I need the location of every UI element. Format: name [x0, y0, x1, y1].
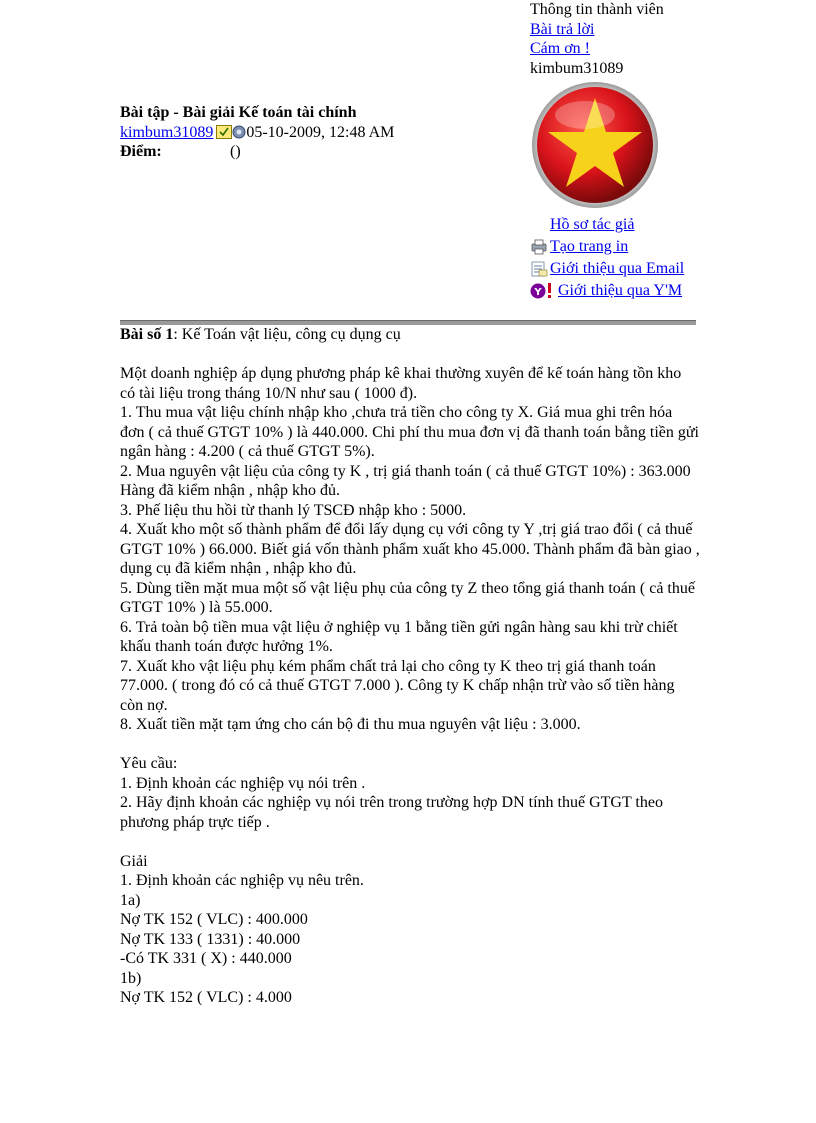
- list-item: 7. Xuất kho vật liệu phụ kém phẩm chất trả lại cho công ty K theo trị giá thanh toán 77.000. ( trong đó có cả thuế GTGT 7.000 ). Công ty K chấp nhận trừ vào số tiền hàng còn nợ.: [120, 657, 675, 714]
- solution-line: 1a): [120, 891, 141, 909]
- requirements-label: Yêu cầu:: [120, 755, 178, 772]
- post-content: [120, 325, 700, 1008]
- list-item: 2. Mua nguyên vật liệu của công ty K , trị giá thanh toán ( cả thuế GTGT 10%) : 363.000 Hàng đã kiểm nhận , nhập kho đủ.: [120, 462, 691, 499]
- member-info-label: Thông tin thành viên: [530, 1, 664, 18]
- post-meta: [120, 123, 520, 143]
- reply-link[interactable]: Bài trả lời: [530, 20, 595, 38]
- score-label: Điểm:: [120, 143, 162, 160]
- svg-text:Y: Y: [534, 287, 542, 298]
- exercise-heading: [120, 325, 700, 345]
- user-card-icon[interactable]: [216, 125, 232, 139]
- exercise-intro: Một doanh nghiệp áp dụng phương pháp kê khai thường xuyên để kế toán hàng tồn kho có tài liệu trong tháng 10/N như sau ( 1000 đ).: [120, 365, 682, 402]
- list-item: 8. Xuất tiền mặt tạm ứng cho cán bộ đi thu mua nguyên vật liệu : 3.000.: [120, 716, 581, 733]
- author-link[interactable]: kimbum31089: [120, 123, 214, 141]
- post-title: Bài tập - Bài giải Kế toán tài chính: [120, 104, 357, 121]
- print-link-row: [530, 236, 810, 258]
- email-icon: [530, 260, 548, 278]
- solution-line: Nợ TK 152 ( VLC) : 400.000: [120, 911, 308, 928]
- solution-line: Nợ TK 133 ( 1331) : 40.000: [120, 930, 301, 948]
- post-header: [120, 103, 520, 162]
- print-page-link[interactable]: Tạo trang in: [550, 238, 629, 255]
- profile-links: [530, 214, 810, 302]
- post-date: 05-10-2009, 12:48 AM: [246, 123, 395, 141]
- member-username: kimbum31089: [530, 59, 624, 77]
- avatar: [530, 80, 660, 210]
- printer-icon: [530, 238, 548, 256]
- score-row: [120, 142, 520, 162]
- list-item: 6. Trả toàn bộ tiền mua vật liệu ở nghiệp vụ 1 bằng tiền gửi ngân hàng sau khi trừ chiết khấu thanh toán được hưởng 1%.: [120, 618, 678, 655]
- score-value: (): [230, 143, 241, 160]
- ym-share-link[interactable]: Giới thiệu qua Y'M: [558, 282, 683, 299]
- solution-line: Nợ TK 152 ( VLC) : 4.000: [120, 989, 292, 1006]
- yahoo-messenger-icon: [530, 282, 556, 300]
- list-item: 4. Xuất kho một số thành phẩm để đổi lấy dụng cụ với công ty Y ,trị giá trao đổi ( cả thuế GTGT 10% ) 66.000. Biết giá vốn thành phẩm xuất kho 45.000. Thành phẩm đã bàn giao , dụng cụ đã kiểm nhận , nhập kho đủ.: [120, 521, 700, 577]
- list-item: 3. Phế liệu thu hồi từ thanh lý TSCĐ nhập kho : 5000.: [120, 501, 467, 519]
- solution-line: -Có TK 331 ( X) : 440.000: [120, 950, 292, 967]
- solution-label: Giải: [120, 852, 148, 870]
- requirement-item: 2. Hãy định khoản các nghiệp vụ nói trên trong trường hợp DN tính thuế GTGT theo phương pháp trực tiếp .: [120, 794, 663, 831]
- profile-link-row: [530, 214, 810, 236]
- solution-line: 1b): [120, 969, 142, 987]
- solution-line: 1. Định khoản các nghiệp vụ nêu trên.: [120, 872, 364, 889]
- list-item: 1. Thu mua vật liệu chính nhập kho ,chưa trả tiền cho công ty X. Giá mua ghi trên hóa đơn ( cả thuế GTGT 10% ) là 440.000. Chi phí thu mua đơn vị đã thanh toán bằng tiền gửi ngân hàng : 4.200 ( cả thuế GTGT 5%).: [120, 404, 699, 460]
- email-share-link[interactable]: Giới thiệu qua Email: [550, 260, 685, 277]
- member-panel: [530, 0, 810, 302]
- exercise-topic: : Kế Toán vật liệu, công cụ dụng cụ: [173, 326, 401, 343]
- email-link-row: [530, 258, 810, 280]
- exercise-number: Bài số 1: [120, 326, 174, 343]
- ym-link-row: [530, 280, 810, 302]
- status-icon: [232, 125, 246, 139]
- thanks-link[interactable]: Cám ơn !: [530, 40, 591, 57]
- requirement-item: 1. Định khoản các nghiệp vụ nói trên .: [120, 774, 366, 792]
- author-profile-link[interactable]: Hồ sơ tác giả: [550, 216, 635, 233]
- list-item: 5. Dùng tiền mặt mua một số vật liệu phụ của công ty Z theo tổng giá thanh toán ( cả thuế GTGT 10% ) là 55.000.: [120, 579, 695, 616]
